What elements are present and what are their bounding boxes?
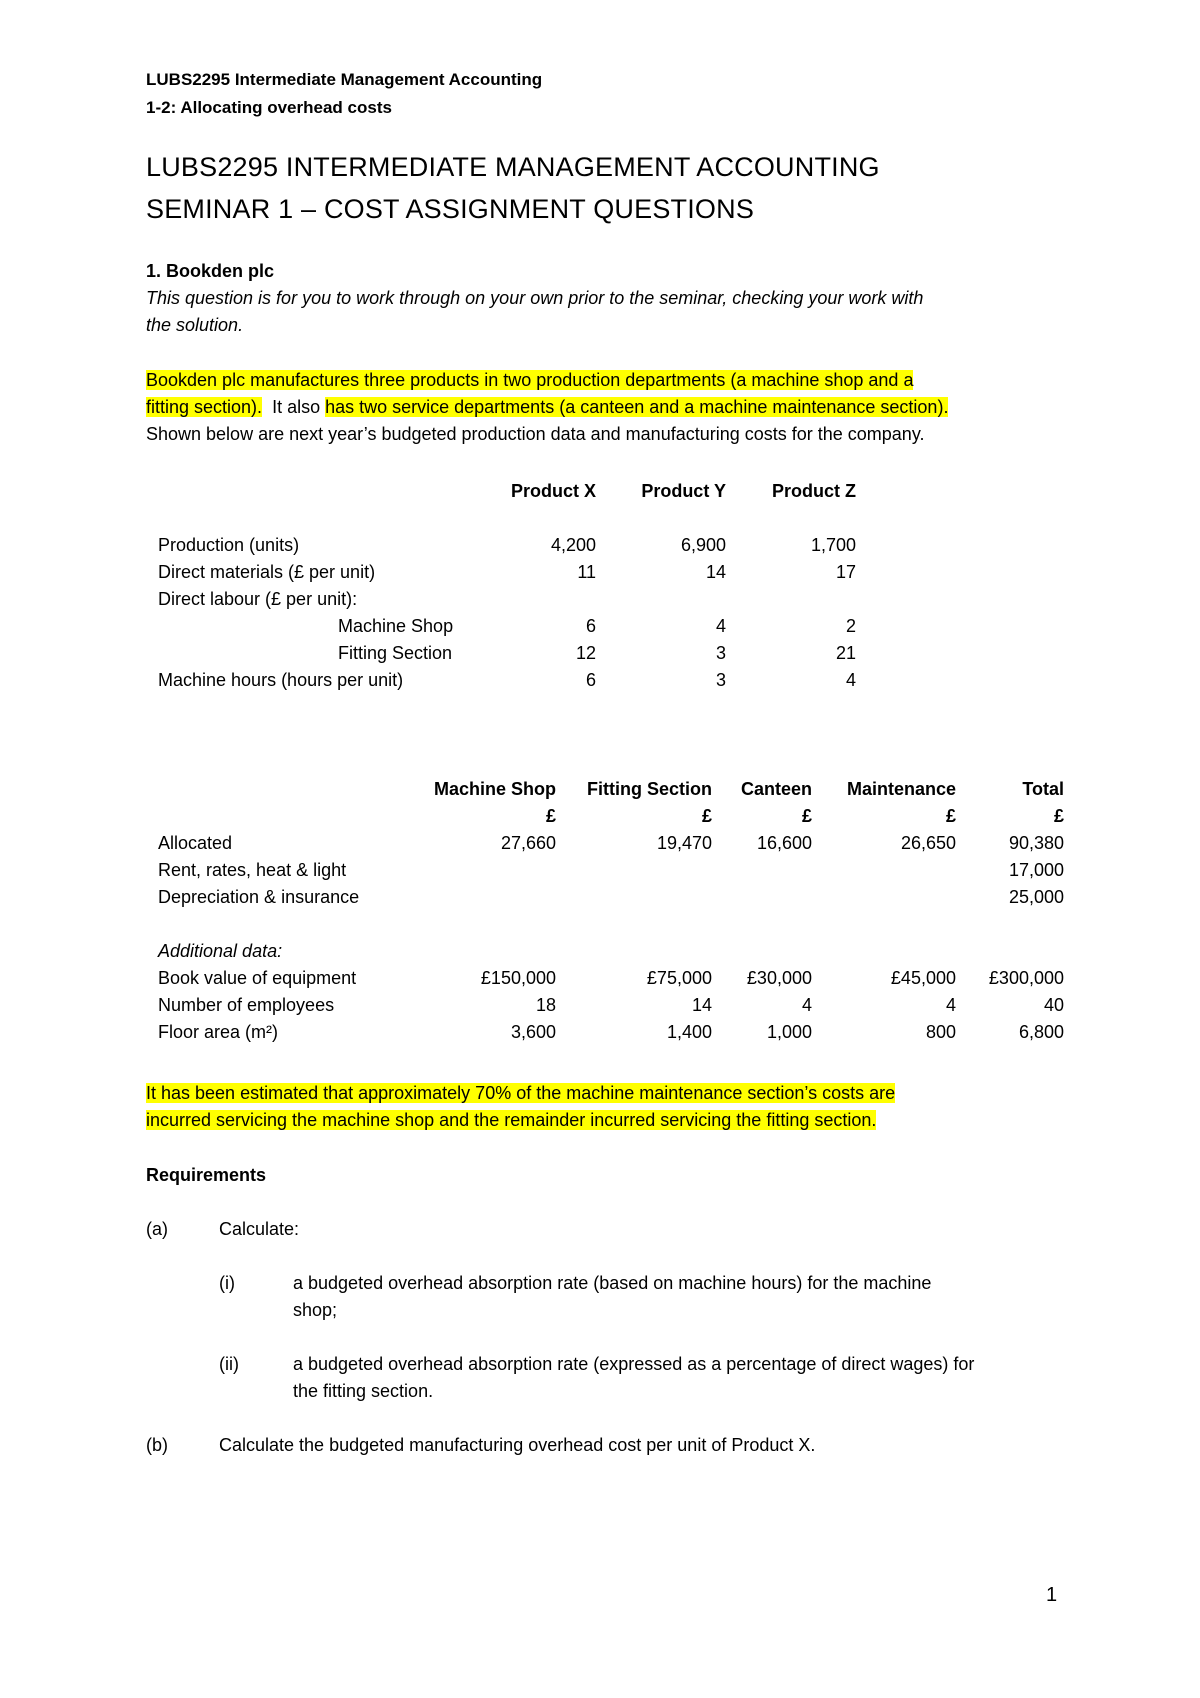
products-row-label: Direct materials (£ per unit) <box>158 562 376 582</box>
products-cell: 2 <box>845 616 856 636</box>
header-course: LUBS2295 Intermediate Management Accounting <box>146 70 543 89</box>
costs-currency: £ <box>701 806 712 826</box>
costs-currency: £ <box>545 806 556 826</box>
requirement-ii-line2: the fitting section. <box>293 1381 434 1401</box>
requirement-ii-line1: a budgeted overhead absorption rate (expressed as a percentage of direct wages) for <box>293 1354 975 1374</box>
costs-row-label: Allocated <box>158 833 233 853</box>
requirement-i-label: (i) <box>219 1273 235 1293</box>
costs-cell: 25,000 <box>1008 887 1064 907</box>
products-cell: 3 <box>715 643 726 663</box>
costs-cell: £30,000 <box>746 968 812 988</box>
estimate-line1 <box>146 1080 895 1107</box>
costs-cell: 26,650 <box>900 833 956 853</box>
question-heading: 1. Bookden plc <box>146 261 275 281</box>
requirement-ii-label: (ii) <box>219 1354 239 1374</box>
costs-cell: £75,000 <box>646 968 712 988</box>
requirement-i-line2: shop; <box>293 1300 338 1320</box>
costs-header-total: Total <box>1022 779 1064 799</box>
costs-header-canteen: Canteen <box>740 779 812 799</box>
costs-cell: £150,000 <box>480 968 556 988</box>
costs-cell: 19,470 <box>656 833 712 853</box>
products-cell: 17 <box>835 562 856 582</box>
products-row-label: Machine hours (hours per unit) <box>158 670 404 690</box>
costs-row-label: Book value of equipment <box>158 968 357 988</box>
costs-header-fitting-section: Fitting Section <box>587 779 712 799</box>
intro-line2 <box>146 394 948 421</box>
intro-line2-part-c: has two service departments (a canteen and a machine maintenance section). <box>325 397 949 417</box>
costs-cell: 40 <box>1043 995 1064 1015</box>
costs-cell: 17,000 <box>1008 860 1064 880</box>
costs-currency: £ <box>945 806 956 826</box>
costs-cell: 16,600 <box>756 833 812 853</box>
intro-line1-text: Bookden plc manufactures three products in two production departments (a machine shop and a <box>146 370 914 390</box>
products-cell: 3 <box>715 670 726 690</box>
estimate-line1-text: It has been estimated that approximately 70% of the machine maintenance section’s costs are <box>146 1083 896 1103</box>
costs-cell: 3,600 <box>510 1022 556 1042</box>
products-cell: 6 <box>585 670 596 690</box>
additional-data-label: Additional data: <box>158 941 283 961</box>
page-number: 1 <box>1046 1584 1058 1606</box>
costs-cell: £45,000 <box>890 968 956 988</box>
products-cell: 11 <box>577 562 596 582</box>
estimate-line2-text: incurred servicing the machine shop and the remainder incurred servicing the fitting section. <box>146 1110 877 1130</box>
costs-header-maintenance: Maintenance <box>846 779 956 799</box>
costs-row-label: Number of employees <box>158 995 335 1015</box>
costs-cell: 800 <box>925 1022 956 1042</box>
title-line1: LUBS2295 INTERMEDIATE MANAGEMENT ACCOUNTING <box>146 152 880 182</box>
products-cell: 14 <box>705 562 726 582</box>
products-header-y: Product Y <box>641 481 726 501</box>
products-cell: 4 <box>715 616 726 636</box>
costs-row-label: Rent, rates, heat & light <box>158 860 347 880</box>
costs-currency: £ <box>801 806 812 826</box>
costs-cell: 90,380 <box>1008 833 1064 853</box>
products-header-x: Product X <box>510 481 596 501</box>
costs-header-machine-shop: Machine Shop <box>433 779 556 799</box>
instruction-line2: the solution. <box>146 315 244 335</box>
costs-cell: 4 <box>801 995 812 1015</box>
intro-line2-part-b: It also <box>262 397 326 417</box>
costs-cell: 6,800 <box>1018 1022 1064 1042</box>
costs-cell: 18 <box>535 995 556 1015</box>
products-cell: 1,700 <box>810 535 856 555</box>
header-topic: 1-2: Allocating overhead costs <box>146 98 392 117</box>
requirement-a-text: Calculate: <box>219 1219 300 1239</box>
costs-row-label: Depreciation & insurance <box>158 887 360 907</box>
products-header-z: Product Z <box>772 481 856 501</box>
products-row-label: Machine Shop <box>338 616 454 636</box>
products-cell: 4,200 <box>550 535 596 555</box>
products-cell: 6,900 <box>680 535 726 555</box>
costs-cell: 14 <box>691 995 712 1015</box>
products-cell: 6 <box>585 616 596 636</box>
products-row-label: Direct labour (£ per unit): <box>158 589 358 609</box>
intro-line1 <box>146 367 913 394</box>
requirement-i-line1: a budgeted overhead absorption rate (based on machine hours) for the machine <box>293 1273 932 1293</box>
costs-cell: 27,660 <box>500 833 556 853</box>
intro-line2-part-a: fitting section). <box>146 397 263 417</box>
costs-cell: 4 <box>945 995 956 1015</box>
estimate-line2 <box>146 1107 876 1134</box>
products-cell: 21 <box>835 643 856 663</box>
instruction-line1: This question is for you to work through on your own prior to the seminar, checking your work with <box>146 288 924 308</box>
requirements-heading: Requirements <box>146 1165 267 1185</box>
products-cell: 12 <box>575 643 596 663</box>
costs-row-label: Floor area (m²) <box>158 1022 279 1042</box>
costs-cell: £300,000 <box>988 968 1064 988</box>
products-row-label: Production (units) <box>158 535 300 555</box>
intro-line3: Shown below are next year’s budgeted production data and manufacturing costs for the company. <box>146 424 925 444</box>
costs-currency: £ <box>1053 806 1064 826</box>
requirement-b-text: Calculate the budgeted manufacturing overhead cost per unit of Product X. <box>219 1435 816 1455</box>
products-cell: 4 <box>845 670 856 690</box>
costs-cell: 1,400 <box>666 1022 712 1042</box>
costs-cell: 1,000 <box>766 1022 812 1042</box>
requirement-b-label: (b) <box>146 1435 168 1455</box>
requirement-a-label: (a) <box>146 1219 168 1239</box>
products-row-label: Fitting Section <box>338 643 453 663</box>
title-line2: SEMINAR 1 – COST ASSIGNMENT QUESTIONS <box>146 194 755 224</box>
